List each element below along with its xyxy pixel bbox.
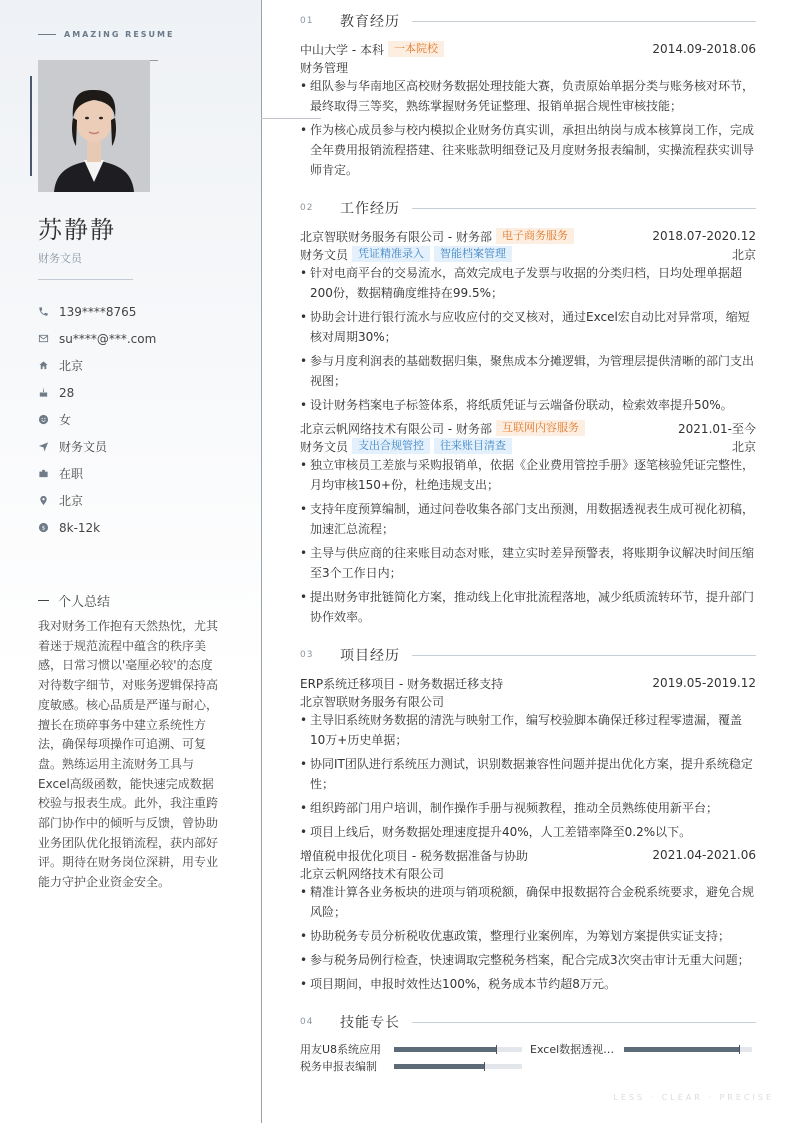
skills-heading <box>300 1012 756 1032</box>
skill-tag: 智能档案管理 <box>434 246 512 262</box>
list-item: • 精准计算各业务板块的进项与销项税额，确保申报数据符合金税系统要求，避免合规风险； <box>300 882 756 922</box>
project-row <box>300 846 756 864</box>
role-row <box>300 245 756 263</box>
briefcase-icon <box>38 468 49 479</box>
job-bullets <box>300 455 756 631</box>
candidate-title: 财务文员 <box>38 252 82 265</box>
section-title: 项目经历 <box>340 648 400 664</box>
divider <box>38 279 133 280</box>
location-text: 北京 <box>59 494 84 508</box>
svg-text:$: $ <box>41 525 46 532</box>
role: 财务文员 <box>300 439 349 454</box>
skill-fill <box>394 1064 484 1069</box>
info-home <box>38 352 156 379</box>
info-email <box>38 325 156 352</box>
section-number: 04 <box>300 1017 314 1027</box>
list-item: • 协助会计进行银行流水与应收应付的交叉核对，通过Excel宏自动比对异常项，缩短核对周期30%； <box>300 307 756 347</box>
home-icon <box>38 360 49 371</box>
phone-icon <box>38 306 49 317</box>
photo-accent <box>30 76 32 176</box>
list-item: • 参与税务局例行检查，快速调取完整税务档案，配合完成3次突击审计无重大问题； <box>300 950 756 970</box>
project-bullets <box>300 710 756 846</box>
info-job <box>38 433 156 460</box>
location-icon <box>38 495 49 506</box>
skill-marker <box>739 1045 740 1054</box>
divider <box>412 1022 756 1023</box>
avatar <box>38 60 150 192</box>
list-item: • 独立审核员工差旅与采购报销单，依据《企业费用管控手册》逐笔核验凭证完整性，月均审核150+份，杜绝违规支出； <box>300 455 756 495</box>
cake-icon <box>38 387 49 398</box>
send-icon <box>38 441 49 452</box>
status-text: 在职 <box>59 467 84 481</box>
section-title: 工作经历 <box>340 201 400 217</box>
skill-item <box>530 1041 752 1057</box>
home-text: 北京 <box>59 359 84 373</box>
list-item: • 协助税务专员分析税收优惠政策，整理行业案例库，为筹划方案提供实证支持； <box>300 926 756 946</box>
list-item: • 项目上线后，财务数据处理速度提升40%，人工差错率降至0.2%以下。 <box>300 822 756 842</box>
project-row <box>300 674 756 692</box>
info-phone <box>38 298 156 325</box>
skill-marker <box>484 1062 485 1071</box>
info-status <box>38 460 156 487</box>
skill-item <box>300 1058 522 1074</box>
gender-text: 女 <box>59 413 72 427</box>
major: 财务管理 <box>300 60 349 75</box>
school-name: 中山大学 - 本科 <box>300 42 384 57</box>
list-item: • 项目期间，申报时效性达100%，税务成本节约超8万元。 <box>300 974 756 994</box>
project-date: 2021.04-2021.06 <box>652 848 756 862</box>
skill-name: 用友U8系统应用 <box>300 1043 382 1056</box>
contact-info <box>38 298 156 541</box>
project-company: 北京云帆网络技术有限公司 <box>300 866 445 881</box>
section-title: 技能专长 <box>340 1015 400 1031</box>
company-name: 北京智联财务服务有限公司 - 财务部 <box>300 229 492 244</box>
list-item: • 主导与供应商的往来账目动态对账，建立实时差异预警表，将账期争议解决时间压缩至3个工作日内； <box>300 543 756 583</box>
school-tag: 一本院校 <box>388 41 444 57</box>
project-company-row <box>300 864 756 882</box>
section-number: 01 <box>300 16 314 26</box>
skill-name: Excel数据透视… <box>530 1043 615 1056</box>
skill-marker <box>496 1045 497 1054</box>
info-location <box>38 487 156 514</box>
project-company-row <box>300 692 756 710</box>
list-item: • 提出财务审批链简化方案，推动线上化审批流程落地，减少纸质流转环节，提升部门协作效率。 <box>300 587 756 627</box>
footer-tagline: LESS · CLEAR · PRECISE <box>613 1093 774 1102</box>
skill-bar <box>394 1064 522 1069</box>
role-row <box>300 437 756 455</box>
summary-heading <box>38 591 110 610</box>
job-bullets <box>300 263 756 419</box>
job-row <box>300 419 756 437</box>
list-item: • 支持年度预算编制，通过问卷收集各部门支出预测，用数据透视表生成可视化初稿，加速汇总流程； <box>300 499 756 539</box>
list-item: • 参与月度利润表的基础数据归集，聚焦成本分摊逻辑，为管理层提供清晰的部门支出视图； <box>300 351 756 391</box>
summary-title: 个人总结 <box>58 595 111 610</box>
divider <box>412 655 756 656</box>
project-name: 增值税申报优化项目 - 税务数据准备与协助 <box>300 848 528 863</box>
education-heading <box>300 11 756 31</box>
info-gender <box>38 406 156 433</box>
summary-text: 我对财务工作抱有天然热忱，尤其着迷于规范流程中蕴含的秩序美感，日常习惯以'毫厘必较'的态度对待数字细节，对账务逻辑保持高度敏感。核心品质是严谨与耐心，擅长在琐碎事务中建立系统性方法，确保每项操作可追溯、可复盘。熟练运用主流财务工具与Excel高级函数，能快速完成数据校验与报表生成。此外，我注重跨部门协作中的倾听与反馈，曾协助业务团队优化报销流程，获内部好评。期待在财务岗位深耕，用专业能力守护企业资金安全。 <box>38 619 219 890</box>
project-company: 北京智联财务服务有限公司 <box>300 694 445 709</box>
money-icon <box>38 522 49 533</box>
email-text: su****@***.com <box>59 331 157 346</box>
project-name: ERP系统迁移项目 - 财务数据迁移支持 <box>300 676 504 691</box>
list-item: • 主导旧系统财务数据的清洗与映射工作，编写校验脚本确保迁移过程零遗漏，覆盖10万+历史单据； <box>300 710 756 750</box>
project-date: 2019.05-2019.12 <box>652 676 756 690</box>
skill-name: 税务申报表编制 <box>300 1060 377 1073</box>
role: 财务文员 <box>300 247 349 262</box>
skill-item <box>300 1041 522 1057</box>
divider <box>412 21 756 22</box>
job-text: 财务文员 <box>59 440 108 454</box>
brand-label: AMAZING RESUME <box>64 30 175 39</box>
section-number: 02 <box>300 203 314 213</box>
job-date: 2018.07-2020.12 <box>652 229 756 243</box>
job-date: 2021.01-至今 <box>678 421 756 436</box>
divider <box>412 208 756 209</box>
face-icon <box>38 414 49 425</box>
education-bullets <box>300 76 756 184</box>
candidate-name: 苏静静 <box>38 216 116 244</box>
company-name: 北京云帆网络技术有限公司 - 财务部 <box>300 421 492 436</box>
major-row <box>300 58 756 76</box>
skill-fill <box>394 1047 496 1052</box>
skill-tag: 支出合规管控 <box>352 438 430 454</box>
job-row <box>300 227 756 245</box>
list-item: • 协同IT团队进行系统压力测试，识别数据兼容性问题并提出优化方案，提升系统稳定性； <box>300 754 756 794</box>
photo-line <box>150 60 158 61</box>
section-title: 教育经历 <box>340 14 400 30</box>
list-item: • 作为核心成员参与校内模拟企业财务仿真实训，承担出纳岗与成本核算岗工作，完成全年费用报销流程搭建、往来账款明细登记及月度财务报表编制，实操流程获实训导师肯定。 <box>300 120 756 180</box>
industry-tag: 电子商务服务 <box>496 228 574 244</box>
list-item: • 针对电商平台的交易流水，高效完成电子发票与收据的分类归档，日均处理单据超200份，数据精确度维持在99.5%； <box>300 263 756 303</box>
job-city: 北京 <box>731 439 756 454</box>
industry-tag: 互联网内容服务 <box>496 420 585 436</box>
projects-heading <box>300 645 756 665</box>
list-item: • 组织跨部门用户培训，制作操作手册与视频教程，推动全员熟练使用新平台； <box>300 798 756 818</box>
mail-icon <box>38 333 49 344</box>
skill-bar <box>624 1047 752 1052</box>
info-salary <box>38 514 156 541</box>
list-item: • 组队参与华南地区高校财务数据处理技能大赛，负责原始单据分类与账务核对环节，最终取得三等奖，熟练掌握财务凭证整理、报销单据合规性审核技能； <box>300 76 756 116</box>
phone-text: 139****8765 <box>59 304 137 319</box>
skill-tag: 往来账目清查 <box>434 438 512 454</box>
section-number: 03 <box>300 650 314 660</box>
education-row <box>300 40 756 58</box>
info-age <box>38 379 156 406</box>
education-date: 2014.09-2018.06 <box>652 42 756 56</box>
work-heading <box>300 198 756 218</box>
brand <box>38 30 174 39</box>
salary-text: 8k-12k <box>59 520 101 535</box>
skill-tag: 凭证精准录入 <box>352 246 430 262</box>
skill-bar <box>394 1047 522 1052</box>
project-bullets <box>300 882 756 998</box>
list-item: • 设计财务档案电子标签体系，将纸质凭证与云端备份联动，检索效率提升50%。 <box>300 395 756 415</box>
age-text: 28 <box>59 385 75 400</box>
job-city: 北京 <box>731 247 756 262</box>
skill-fill <box>624 1047 739 1052</box>
